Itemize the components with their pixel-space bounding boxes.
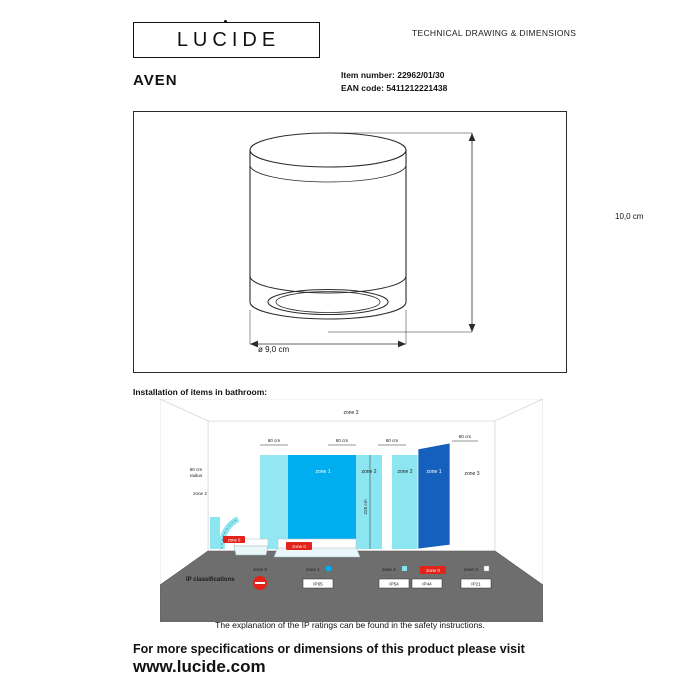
svg-text:zone 3: zone 3 — [343, 410, 359, 416]
bathroom-zone-diagram — [160, 399, 543, 622]
svg-text:minimum: minimum — [464, 573, 479, 577]
svg-text:zone 3: zone 3 — [464, 471, 480, 477]
brand-logo-text: LUCIDE — [176, 28, 281, 51]
svg-text:minimum: minimum — [382, 573, 397, 577]
svg-text:60 cm: 60 cm — [267, 438, 281, 443]
ean-code-label: EAN code: — [341, 83, 384, 93]
item-number — [341, 70, 445, 80]
logo-dot-icon — [224, 20, 227, 23]
brand-logo — [133, 22, 320, 58]
svg-text:60 cm: 60 cm — [458, 434, 472, 439]
svg-text:zone 2: zone 2 — [397, 469, 413, 475]
svg-text:zone 0: zone 0 — [227, 537, 241, 543]
svg-text:IP44: IP44 — [422, 581, 432, 587]
svg-text:IP65: IP65 — [313, 581, 323, 587]
height-dimension-label: 10,0 cm — [615, 212, 644, 221]
svg-text:zone 0: zone 0 — [292, 544, 306, 550]
ip-ratings-note: The explanation of the IP ratings can be found in the safety instructions. — [215, 620, 485, 630]
svg-text:radius: radius — [189, 473, 203, 478]
document-type-label: TECHNICAL DRAWING & DIMENSIONS — [412, 28, 577, 38]
svg-text:225 cm: 225 cm — [363, 499, 368, 515]
svg-text:60 cm: 60 cm — [385, 438, 399, 443]
svg-text:zone 0: zone 0 — [426, 568, 440, 574]
item-number-label: Item number: — [341, 70, 395, 80]
svg-text:zone 3: zone 3 — [464, 567, 478, 572]
ean-code — [341, 83, 447, 93]
svg-text:zone 1: zone 1 — [426, 469, 442, 475]
website-link[interactable]: www.lucide.com — [133, 657, 266, 676]
svg-text:zone 1: zone 1 — [306, 567, 320, 572]
page-title: AVEN — [133, 72, 178, 89]
svg-text:zone 2: zone 2 — [361, 469, 377, 475]
svg-text:zone 1: zone 1 — [315, 469, 331, 475]
svg-text:minimum: minimum — [306, 573, 321, 577]
svg-text:60 cm: 60 cm — [335, 438, 349, 443]
svg-text:60 cm: 60 cm — [189, 467, 203, 472]
svg-text:zone 2: zone 2 — [193, 491, 207, 496]
footer-text: For more specifications or dimensions of this product please visit — [133, 642, 525, 656]
bathroom-section-title: Installation of items in bathroom: — [133, 387, 268, 397]
diameter-dimension-label: ø 9,0 cm — [258, 345, 290, 354]
item-number-value: 22962/01/30 — [397, 70, 445, 80]
svg-text:IP54: IP54 — [389, 581, 399, 587]
ean-code-value: 5411212221438 — [386, 83, 448, 93]
svg-text:IP classifications: IP classifications — [186, 577, 235, 583]
svg-text:zone 0: zone 0 — [253, 567, 267, 572]
svg-text:IP21: IP21 — [471, 581, 481, 587]
product-illustration — [240, 132, 415, 322]
svg-text:zone 2: zone 2 — [382, 567, 396, 572]
